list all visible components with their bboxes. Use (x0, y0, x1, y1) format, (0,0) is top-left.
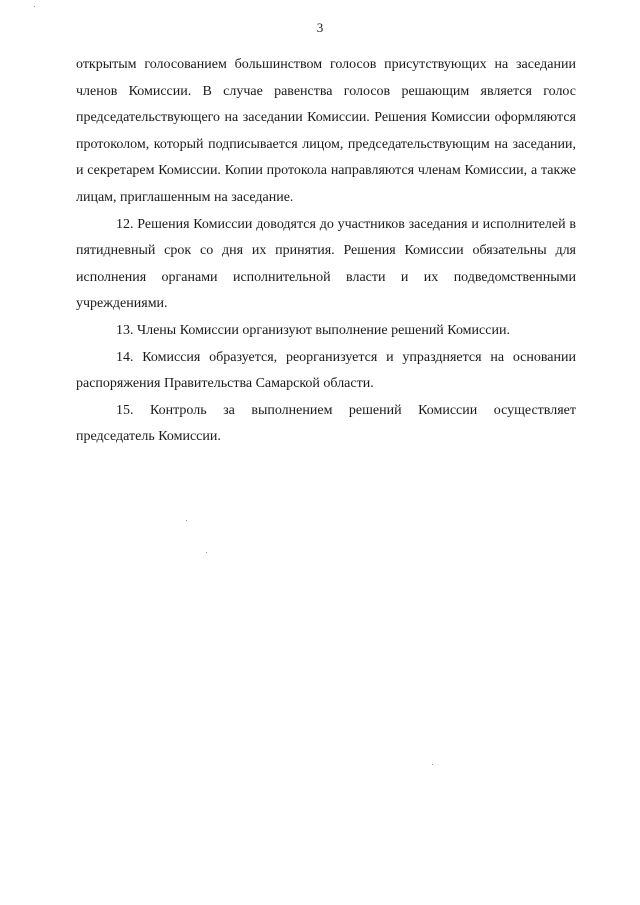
paragraph-item-15: 15. Контроль за выполнением решений Комиссии осуществляет председатель Комиссии. (76, 402, 576, 445)
paragraph-continuation: открытым голосованием большинством голосов присутствующих на заседании членов Комиссии. В случае равенства голосов решающим является голос председательствующего на заседании Комиссии. Решения Комиссии оформляются протоколом, который подписывается лицом, председательствующим на заседании, и секретарем Комиссии. Копии протокола направляются членам Комиссии, а также лицам, приглашенным на заседание. (76, 57, 576, 205)
paragraph-item-12: 12. Решения Комиссии доводятся до участников заседания и исполнителей в пятидневный срок со дня их принятия. Решения Комиссии обязательны для исполнения органами исполнительной власти и их подведомственными учреждениями. (76, 216, 576, 312)
document-body (76, 52, 576, 451)
scan-speck (186, 520, 187, 521)
page-number: 3 (316, 20, 324, 35)
scan-speck (34, 6, 35, 7)
paragraph-item-14: 14. Комиссия образуется, реорганизуется и упраздняется на основании распоряжения Правительства Самарской области. (76, 349, 576, 392)
scan-speck (432, 764, 433, 765)
scan-speck (206, 552, 207, 553)
paragraph-item-13: 13. Члены Комиссии организуют выполнение решений Комиссии. (116, 322, 510, 338)
